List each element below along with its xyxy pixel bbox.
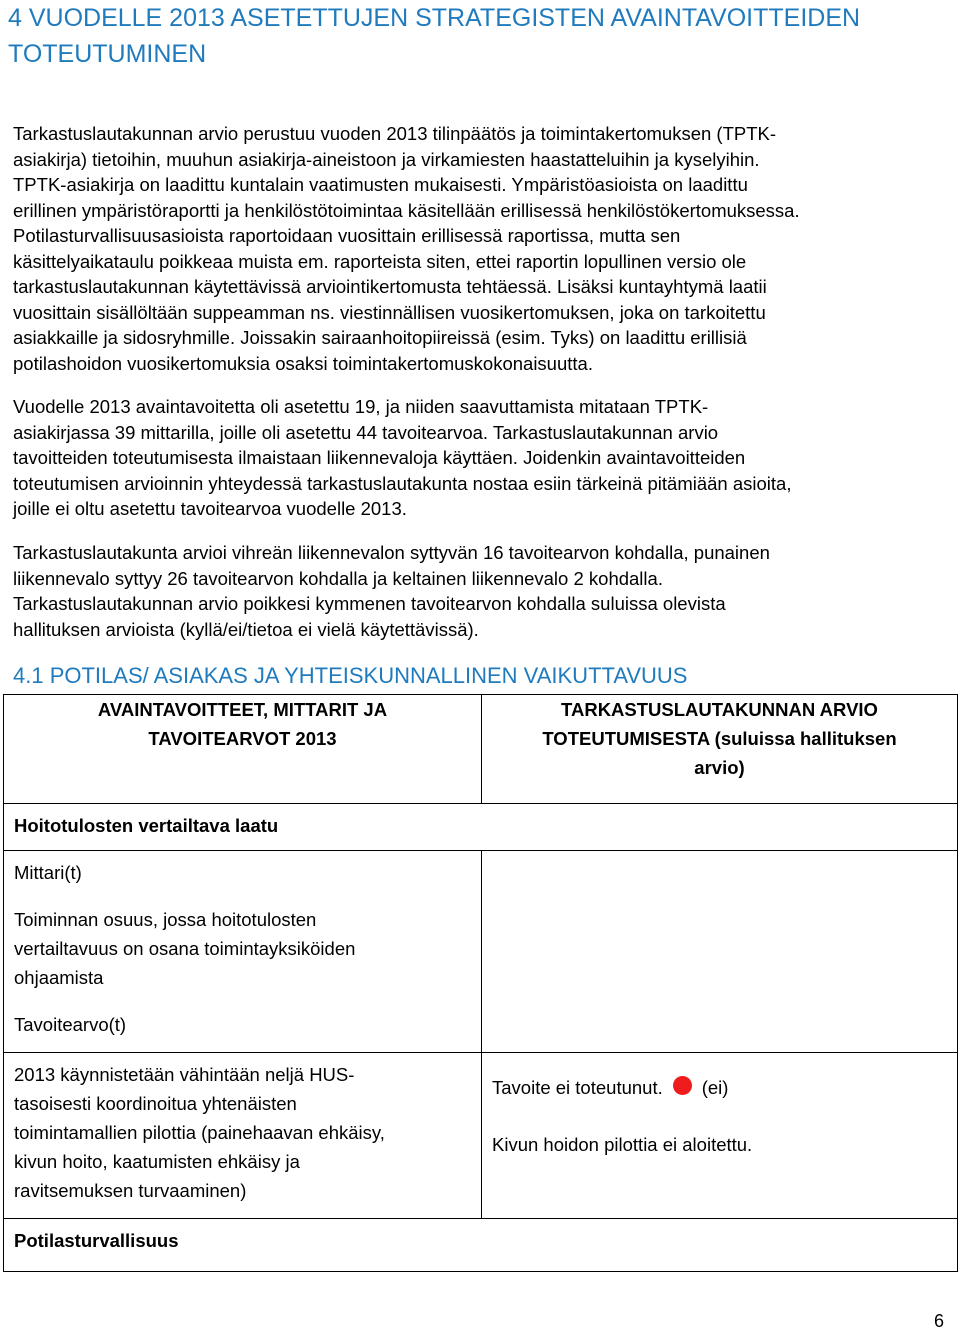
paragraph-line: erillinen ympäristöraportti ja henkilöstötoimintaa käsitellään erillisessä henkilöstökertomuksessa.: [13, 199, 800, 221]
paragraph-line: potilashoidon vuosikertomuksia osaksi toimintakertomuskokonaisuutta.: [13, 352, 593, 374]
table-row: [4, 851, 958, 1053]
target-text: ravitsemuksen turvaaminen): [14, 1180, 247, 1201]
traffic-light-paragraph: [13, 540, 948, 642]
paragraph-line: tavoitteiden toteutumisesta ilmaistaan liikennevaloja käyttäen. Joidenkin avaintavoitteiden: [13, 447, 746, 468]
paragraph-line: vuosittain sisällöltään suppeamman ns. viestinnällisen vuosikertomuksen, joka on tarkoitettu: [13, 301, 766, 323]
paragraph-line: Tarkastuslautakunnan arvio perustuu vuoden 2013 tilinpäätös ja toimintakertomuksen (TPTK-: [13, 123, 777, 144]
paragraph-line: TPTK-asiakirja on laadittu kuntalain vaatimusten mukaisesti. Ympäristöasioista on laadittu: [13, 174, 748, 195]
meter-text: Toiminnan osuus, jossa hoitotulosten: [14, 909, 317, 930]
header-text: AVAINTAVOITTEET, MITTARIT JA: [97, 699, 388, 720]
paragraph-line: asiakirja) tietoihin, muuhun asiakirja-aineistoon ja virkamiesten haastatteluihin ja kyselyihin.: [13, 148, 760, 170]
chapter-heading: [8, 0, 953, 72]
header-text: TARKASTUSLAUTAKUNNAN ARVIO: [561, 699, 878, 720]
goals-table: [3, 694, 958, 1272]
paragraph-line: tarkastuslautakunnan käytettävissä arviointikertomusta tehtäessä. Lisäksi kuntayhtymä laatii: [13, 276, 767, 297]
goals-paragraph: [13, 394, 948, 522]
paragraph-line: Tarkastuslautakunnan arvio poikkesi kymmenen tavoitearvon kohdalla suluissa olevista: [13, 593, 726, 614]
paragraph-line: liikennevalo syttyy 26 tavoitearvon kohdalla ja keltainen liikennevalo 2 kohdalla.: [13, 567, 663, 589]
table-row: [4, 1053, 958, 1219]
assessment-status: [492, 1073, 947, 1102]
target-cell: [4, 1053, 482, 1219]
paragraph-line: Tarkastuslautakunta arvioi vihreän liikennevalon syttyvän 16 tavoitearvon kohdalla, punainen: [13, 542, 770, 563]
header-text: TAVOITEARVOT 2013: [148, 728, 337, 749]
target-label: Tavoitearvo(t): [14, 1014, 127, 1035]
meter-cell: [4, 851, 482, 1053]
paragraph-line: käsittelyaikataulu poikkeaa muista em. raporteista siten, ettei raportin lopullinen versio ole: [13, 250, 747, 272]
chapter-heading-line2: TOTEUTUMINEN: [8, 40, 207, 68]
table-row: [4, 1219, 958, 1272]
intro-paragraph: [13, 121, 948, 376]
meter-label: Mittari(t): [14, 862, 82, 883]
table-row: [4, 804, 958, 851]
header-goals-cell: [4, 695, 482, 804]
chapter-heading-line1: 4 VUODELLE 2013 ASETETTUJEN STRATEGISTEN AVAINTAVOITTEIDEN: [8, 4, 861, 32]
board-assessment: (ei): [701, 1077, 729, 1098]
target-text: kivun hoito, kaatumisten ehkäisy ja: [14, 1151, 300, 1172]
row-quality-title: Hoitotulosten vertailtava laatu: [4, 804, 958, 851]
paragraph-line: asiakirjassa 39 mittarilla, joille oli asetettu 44 tavoitearvoa. Tarkastuslautakunnan arvio: [13, 421, 719, 443]
meter-assessment-cell: [482, 851, 958, 1053]
red-traffic-light-icon: [673, 1076, 692, 1095]
paragraph-line: toteutumisen arvioinnin yhteydessä tarkastuslautakunta nostaa esiin tärkeinä pitämiään asioita,: [13, 472, 792, 494]
paragraph-line: asiakkaille ja sidosryhmille. Joissakin sairaanhoitopiireissä (esim. Tyks) on laadittu erillisiä: [13, 327, 747, 348]
header-assessment-cell: [482, 695, 958, 804]
meter-text: vertailtavuus on osana toimintayksiköiden: [14, 938, 356, 959]
paragraph-line: hallituksen arvioista (kyllä/ei/tietoa ei vielä käytettävissä).: [13, 618, 479, 640]
meter-text: ohjaamista: [14, 967, 104, 988]
paragraph-line: joille ei oltu asetettu tavoitearvoa vuodelle 2013.: [13, 498, 407, 519]
header-text: TOTEUTUMISESTA (suluissa hallituksen: [542, 728, 897, 749]
section-heading: 4.1 POTILAS/ ASIAKAS JA YHTEISKUNNALLINEN VAIKUTTAVUUS: [13, 663, 688, 688]
paragraph-line: Potilasturvallisuusasioista raportoidaan vuosittain erillisessä raportissa, mutta sen: [13, 225, 681, 246]
page-number: 6: [934, 1311, 945, 1331]
table-header-row: [4, 695, 958, 804]
status-text: Tavoite ei toteutunut.: [492, 1077, 663, 1098]
target-text: toimintamallien pilottia (painehaavan ehkäisy,: [14, 1122, 385, 1143]
row-safety-title: Potilasturvallisuus: [4, 1219, 958, 1272]
header-text: arvio): [694, 757, 745, 778]
target-assessment-cell: [482, 1053, 958, 1219]
target-text: 2013 käynnistetään vähintään neljä HUS-: [14, 1064, 355, 1085]
assessment-note: Kivun hoidon pilottia ei aloitettu.: [492, 1134, 753, 1155]
target-text: tasoisesti koordinoitua yhtenäisten: [14, 1093, 297, 1114]
paragraph-line: Vuodelle 2013 avaintavoitetta oli asetettu 19, ja niiden saavuttamista mitataan TPTK-: [13, 396, 709, 417]
